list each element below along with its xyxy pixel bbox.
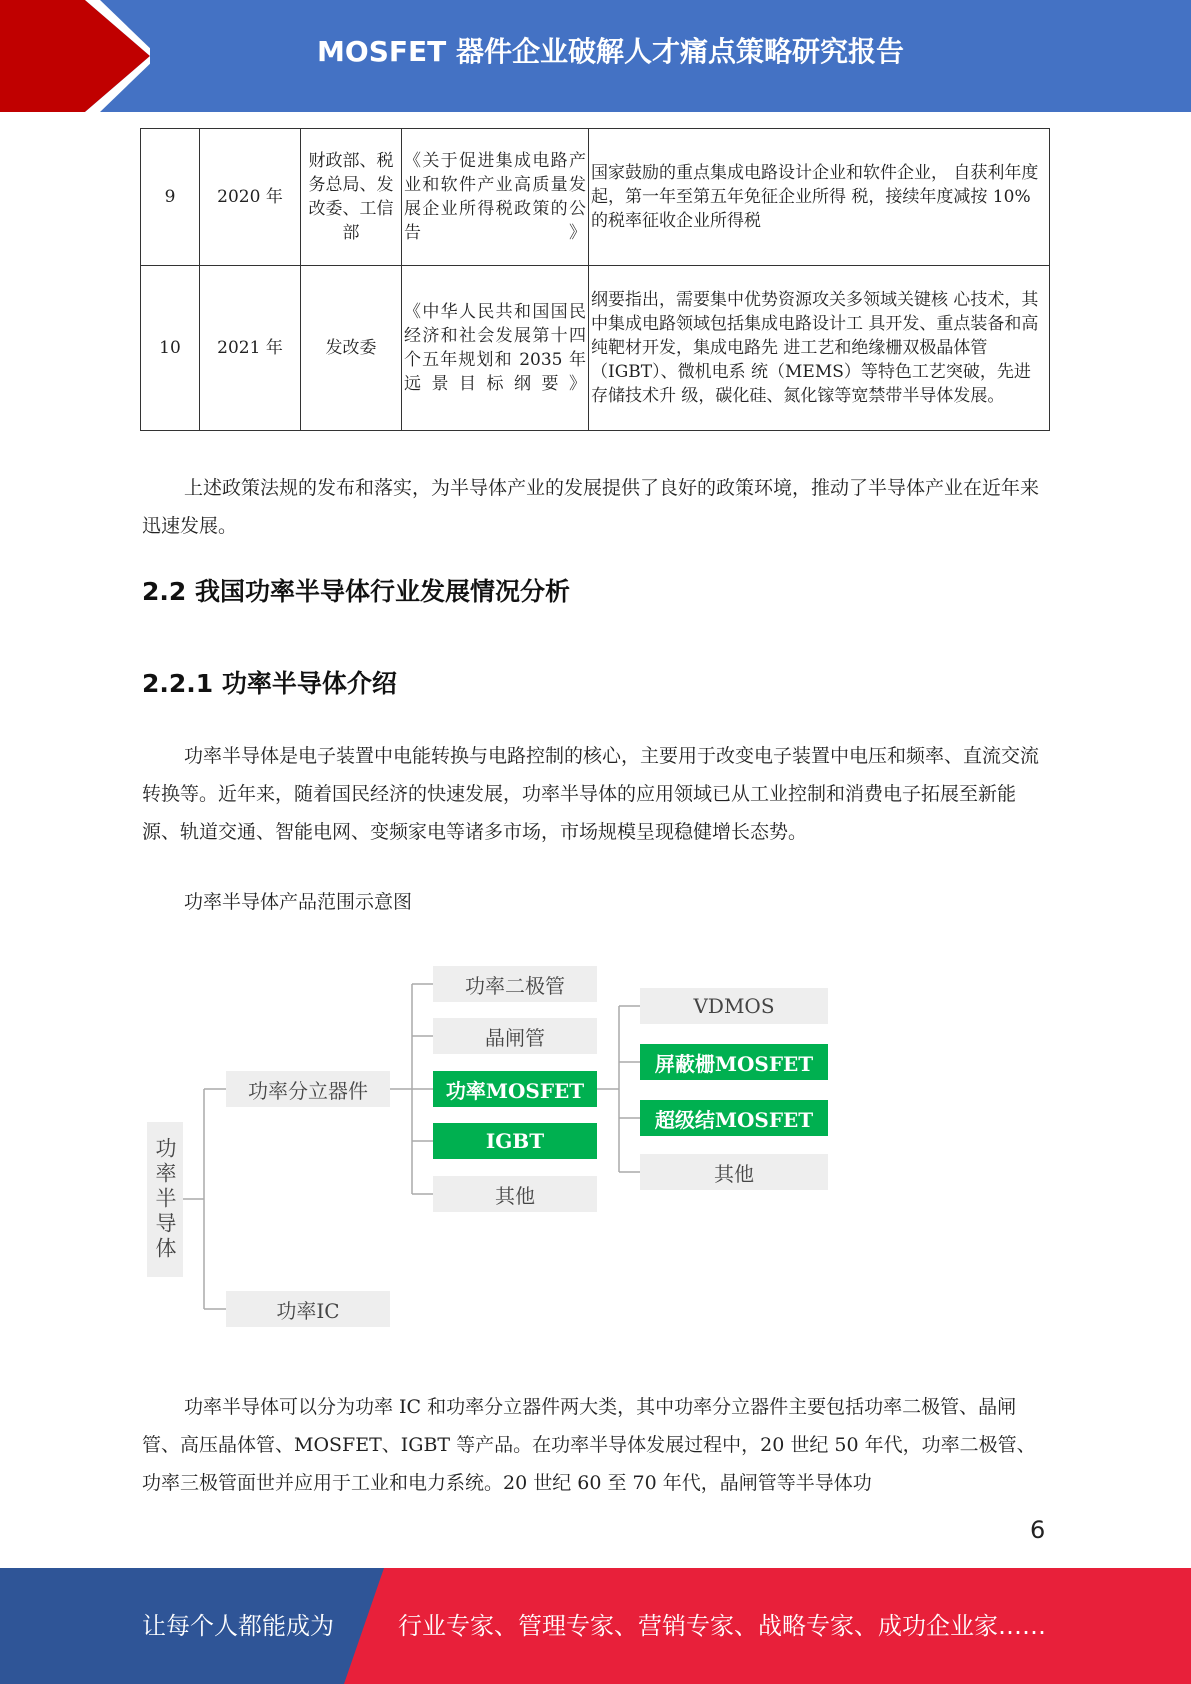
diagram-node-power-diode: 功率二极管: [433, 966, 597, 1002]
row-policy-title: 《关于促进集成电路产业和软件产业高质量发展企业所得税政策的公告》: [402, 129, 589, 266]
diagram-node-super-junction-mosfet: 超级结MOSFET: [640, 1100, 828, 1136]
row-number: 9: [141, 129, 200, 266]
row-description: 纲要指出，需要集中优势资源攻关多领域关键核 心技术，其中集成电路领域包括集成电路设计工 具开发、重点装备和高纯靶材开发，集成电路先 进工艺和绝缘栅双极晶体管（IGBT）、微机电系 统（MEMS）等特色工艺突破，先进存储技术升 级，碳化硅、氮化镓等宽禁带半导体发展。: [589, 266, 1050, 431]
paragraph-power-semiconductor-categories: 功率半导体可以分为功率 IC 和功率分立器件两大类，其中功率分立器件主要包括功率二极管、晶闸管、高压晶体管、MOSFET、IGBT 等产品。在功率半导体发展过程中，20 世纪 50 年代，功率二极管、功率三极管面世并应用于工业和电力系统。20 世纪 60 至 70 年代，晶闸管等半导体功: [142, 1396, 1036, 1494]
row-number: 10: [141, 266, 200, 431]
subsection-heading: 2.2.1 功率半导体介绍: [142, 669, 397, 698]
report-title: MOSFET 器件企业破解人才痛点策略研究报告: [317, 35, 904, 68]
figure-caption: 功率半导体产品范围示意图: [184, 891, 413, 913]
diagram-node-power-ic: 功率IC: [226, 1291, 390, 1327]
row-year: 2021 年: [200, 266, 301, 431]
row-year: 2020 年: [200, 129, 301, 266]
diagram-node-power-mosfet: 功率MOSFET: [433, 1071, 597, 1107]
diagram-node-discrete-devices: 功率分立器件: [226, 1071, 390, 1107]
page-footer: [0, 1568, 1191, 1684]
paragraph-power-semiconductor-intro: 功率半导体是电子装置中电能转换与电路控制的核心，主要用于改变电子装置中电压和频率、直流交流转换等。近年来，随着国民经济的快速发展，功率半导体的应用领域已从工业控制和消费电子拓展至新能源、轨道交通、智能电网、变频家电等诸多市场，市场规模呈现稳健增长态势。: [142, 745, 1040, 843]
row-department: 发改委: [301, 266, 402, 431]
row-department: 财政部、税务总局、发改委、工信部: [301, 129, 402, 266]
diagram-node-igbt: IGBT: [433, 1123, 597, 1159]
diagram-node-other-mosfet: 其他: [640, 1154, 828, 1190]
row-policy-title: 《中华人民共和国国民经济和社会发展第十四个五年规划和 2035 年远景目标纲要》: [402, 266, 589, 431]
diagram-node-root: 功率半导体: [147, 1122, 183, 1277]
paragraph-policy-summary: 上述政策法规的发布和落实，为半导体产业的发展提供了良好的政策环境，推动了半导体产业在近年来迅速发展。: [142, 477, 1040, 537]
diagram-node-shield-gate-mosfet: 屏蔽栅MOSFET: [640, 1044, 828, 1080]
table-row: [141, 129, 1050, 266]
section-heading: 2.2 我国功率半导体行业发展情况分析: [142, 577, 570, 606]
diagram-node-other-discrete: 其他: [433, 1176, 597, 1212]
footer-slogan-left: 让每个人都能成为: [142, 1612, 334, 1640]
diagram-node-vdmos: VDMOS: [640, 988, 828, 1024]
table-row: [141, 266, 1050, 431]
policy-table: [140, 128, 1050, 431]
footer-slogan-right: 行业专家、管理专家、营销专家、战略专家、成功企业家……: [398, 1612, 1046, 1640]
page-number: 6: [1030, 1516, 1046, 1544]
page-header: [0, 0, 1191, 112]
row-description: 国家鼓励的重点集成电路设计企业和软件企业， 自获利年度起，第一年至第五年免征企业所得 税，接续年度减按 10%的税率征收企业所得税: [589, 129, 1050, 266]
diagram-node-thyristor: 晶闸管: [433, 1018, 597, 1054]
